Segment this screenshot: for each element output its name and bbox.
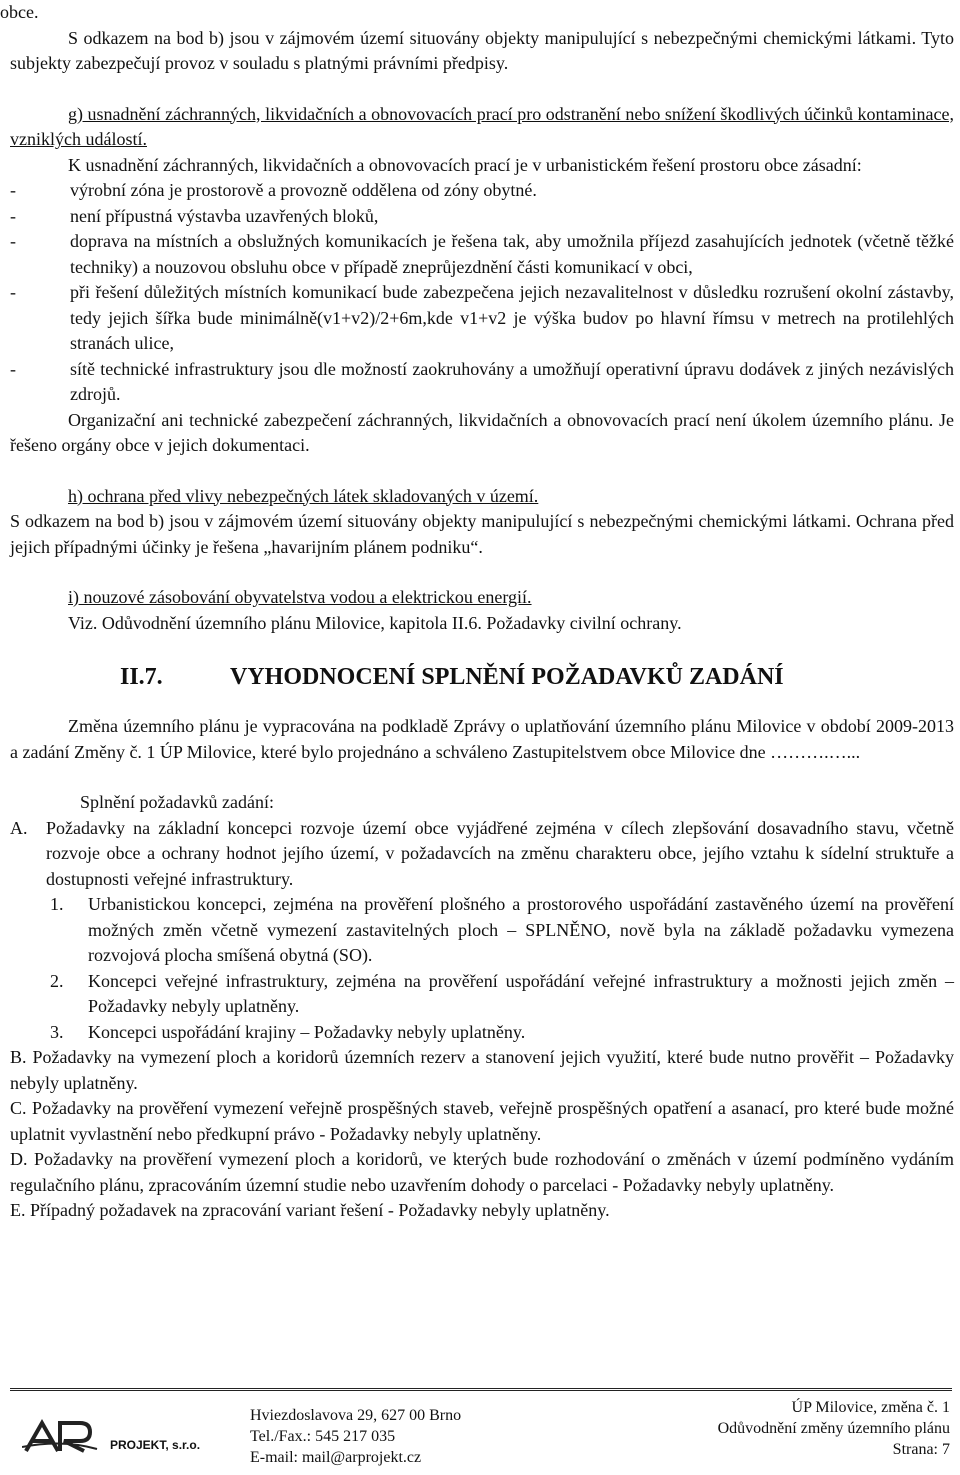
list-item: - sítě technické infrastruktury jsou dle možností zaokruhovány a umožňují operativní úpravu dodávek z jiných nezávislých zdrojů. [10, 358, 954, 404]
section-g-intro: K usnadnění záchranných, likvidačních a obnovovacích prací je v urbanistickém řešení prostoru obce zásadní: [68, 154, 862, 175]
list-item: 1. Urbanistickou koncepci, zejména na prověření plošného a prostorového uspořádání zastavěného území na prověření možných změn včetně vymezení zastavitelných ploch – SPLNĚNO, nově byla na základě požadavku vymezena rozvojová plocha smíšená obytná (SO). [50, 894, 954, 965]
document-name: ÚP Milovice, změna č. 1 [791, 1399, 950, 1416]
company-logo [22, 1417, 252, 1457]
chapter-intro: Změna územního plánu je vypracována na podkladě Zprávy o uplatňování územního plánu Milovice v období 2009-2013 a zadání Změny č. 1 ÚP Milovice, které bylo projednáno a schváleno Zastupitelstvem obce Milovice dne ……….…... [10, 716, 954, 762]
continued-text: obce. [0, 2, 39, 22]
subheading: Splnění požadavků zadání: [80, 792, 274, 812]
section-h-text: S odkazem na bod b) jsou v zájmovém území situovány objekty manipulující s nebezpečnými chemickými látkami. Ochrana před jejich případnými účinky je řešena „havarijním plánem podniku“. [10, 511, 954, 557]
requirement-b: B. Požadavky na vymezení ploch a koridorů územních rezerv a stanovení jejich využití, které bude nutno prověřit – Požadavky nebyly uplatněny. [10, 1047, 954, 1093]
chapter-heading [10, 662, 954, 692]
address: Hviezdoslavova 29, 627 00 Brno [250, 1407, 462, 1424]
list-item: - není přípustná výstavba uzavřených bloků, [10, 205, 379, 226]
requirement-a: A. Požadavky na základní koncepci rozvoje území obce vyjádřené zejména v cílech zlepšování dosavadního stavu, včetně rozvoje obce a ochrany hodnot jejího území, v požadavcích na změnu charakteru obce, jejího vztahu k sídelní struktuře a dostupnosti veřejné infrastruktury. [10, 817, 954, 889]
phone: Tel./Fax.: 545 217 035 [250, 1428, 396, 1445]
list-item: - výrobní zóna je prostorově a provozně oddělena od zóny obytné. [10, 180, 537, 200]
company-contact [250, 1405, 461, 1468]
email: E-mail: mail@arprojekt.cz [250, 1449, 422, 1466]
list-item: 3. Koncepci uspořádání krajiny – Požadavky nebyly uplatněny. [50, 1021, 526, 1042]
requirement-c: C. Požadavky na prověření vymezení veřejně prospěšných staveb, veřejně prospěšných opatření a asanací, pro které bude možné uplatnit vyvlastnění nebo předkupní právo - Požadavky nebyly uplatněny. [10, 1098, 954, 1144]
list-item: - při řešení důležitých místních komunikací bude zabezpečena jejich nezavalitelnost v důsledku rozrušení okolní zástavby, tedy jejich šířka bude minimálně(v1+v2)/2+6m,kde v1+v2 je výška budov po hlavní římsu v metrech na protilehlých stranách ulice, [10, 282, 954, 353]
list-item: - doprava na místních a obslužných komunikacích je řešena tak, aby umožnila příjezd zasahujících jednotek (včetně těžké techniky) a nouzovou obsluhu obce v případě zneprůjezdnění části komunikací v obci, [10, 231, 954, 277]
section-g-outro: Organizační ani technické zabezpečení záchranných, likvidačních a obnovovacích prací není úkolem územního plánu. Je řešeno orgány obce v jejich dokumentaci. [10, 409, 954, 455]
document-subtitle: Odůvodnění změny územního plánu [717, 1420, 950, 1437]
list-item: 2. Koncepci veřejné infrastruktury, zejména na prověření uspořádání veřejné infrastruktury a možnosti jejich změn – Požadavky nebyly uplatněny. [50, 970, 954, 1016]
section-i-heading: i) nouzové zásobování obyvatelstva vodou a elektrickou energií. [68, 587, 532, 607]
section-g-heading: g) usnadnění záchranných, likvidačních a obnovovacích prací pro odstranění nebo snížení škodlivých účinků kontaminace, vzniklých událostí. [10, 103, 954, 149]
document-info [718, 1397, 950, 1460]
page-number: Strana: 7 [892, 1441, 950, 1458]
section-i-text: Viz. Odůvodnění územního plánu Milovice, kapitola II.6. Požadavky civilní ochrany. [68, 612, 682, 633]
section-h-heading: h) ochrana před vlivy nebezpečných látek skladovaných v území. [68, 485, 539, 506]
page-footer [10, 1388, 952, 1471]
requirement-d: D. Požadavky na prověření vymezení ploch a koridorů, ve kterých bude rozhodování o změnách v území podmíněno vydáním regulačního plánu, zpracováním územní studie nebo uzavřením dohody o parcelaci - Požadavky nebyly uplatněny. [10, 1149, 954, 1195]
chapter-number: II.7. [120, 664, 163, 690]
logo-company-name: PROJEKT, s.r.o. [110, 1438, 201, 1452]
paragraph-hazardous-objects: S odkazem na bod b) jsou v zájmovém území situovány objekty manipulující s nebezpečnými chemickými látkami. Tyto subjekty zabezpečují provoz v souladu s platnými právními předpisy. [10, 27, 954, 73]
chapter-title: VYHODNOCENÍ SPLNĚNÍ POŽADAVKŮ ZADÁNÍ [230, 664, 784, 690]
requirement-e: E. Případný požadavek na zpracování variant řešení - Požadavky nebyly uplatněny. [10, 1200, 610, 1220]
